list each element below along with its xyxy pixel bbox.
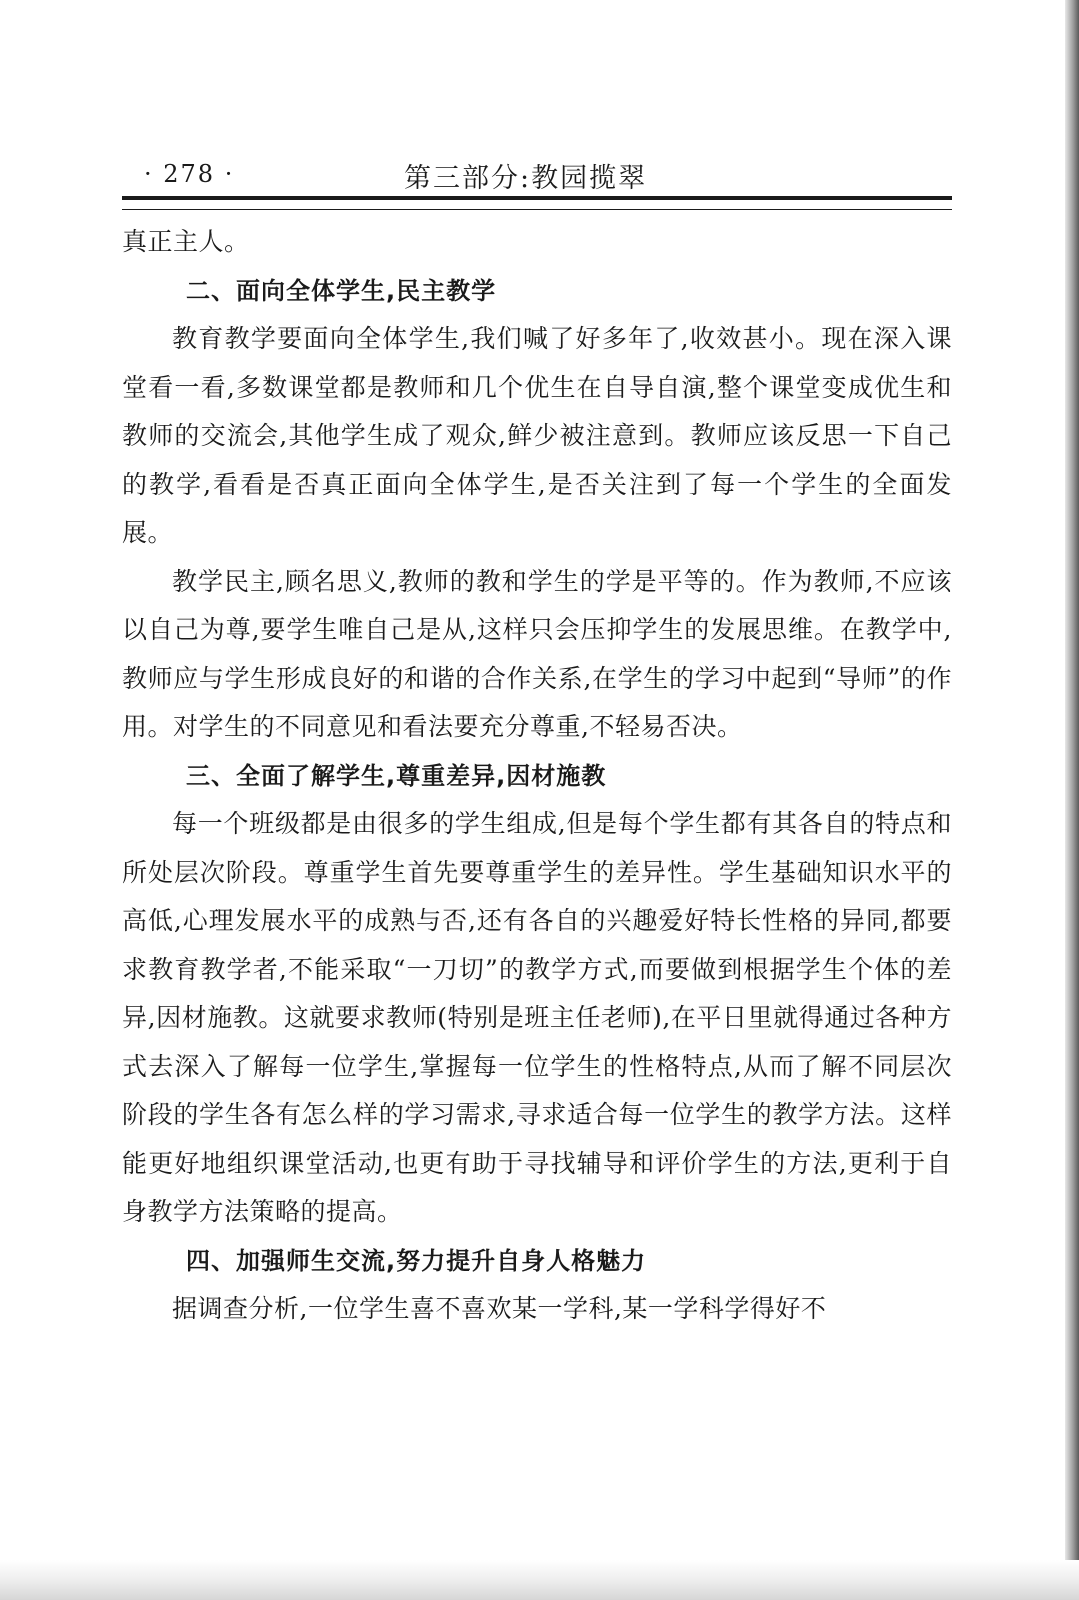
- paragraph: 教学民主,顾名思义,教师的教和学生的学是平等的。作为教师,不应该以自己为尊,要学生唯自己是从,这样只会压抑学生的发展思维。在教学中,教师应与学生形成良好的和谐的合作关系,在学生的学习中起到“导师”的作用。对学生的不同意见和看法要充分尊重,不轻易否决。: [122, 566, 952, 741]
- section-heading-4: 四、加强师生交流,努力提升自身人格魅力: [186, 1246, 647, 1275]
- section-heading-2: 二、面向全体学生,民主教学: [186, 276, 497, 305]
- paragraph-continuation: 真正主人。: [122, 227, 250, 256]
- scan-bottom-shadow: [0, 1560, 1079, 1600]
- header-rule: [122, 196, 952, 210]
- paragraph: 据调查分析,一位学生喜不喜欢某一学科,某一学科学得好不: [172, 1294, 827, 1323]
- paragraph: 教育教学要面向全体学生,我们喊了好多年了,收效甚小。现在深入课堂看一看,多数课堂都是教师和几个优生在自导自演,整个课堂变成优生和教师的交流会,其他学生成了观众,鲜少被注意到。教师应该反思一下自己的教学,看看是否真正面向全体学生,是否关注到了每一个学生的全面发展。: [122, 324, 952, 547]
- running-title: 第三部分:教园揽翠: [404, 163, 648, 194]
- book-page: [122, 150, 952, 1334]
- section-heading-3: 三、全面了解学生,尊重差异,因材施教: [186, 761, 607, 790]
- page-number: · 278 ·: [144, 160, 235, 188]
- scan-edge-shadow: [1065, 0, 1079, 1600]
- page-header: [122, 150, 952, 194]
- body-text: [122, 218, 952, 1334]
- paragraph: 每一个班级都是由很多的学生组成,但是每个学生都有其各自的特点和所处层次阶段。尊重学生首先要尊重学生的差异性。学生基础知识水平的高低,心理发展水平的成熟与否,还有各自的兴趣爱好特长性格的异同,都要求教育教学者,不能采取“一刀切”的教学方式,而要做到根据学生个体的差异,因材施教。这就要求教师(特别是班主任老师),在平日里就得通过各种方式去深入了解每一位学生,掌握每一位学生的性格特点,从而了解不同层次阶段的学生各有怎么样的学习需求,寻求适合每一位学生的教学方法。这样能更好地组织课堂活动,也更有助于寻找辅导和评价学生的方法,更利于自身教学方法策略的提高。: [122, 809, 952, 1226]
